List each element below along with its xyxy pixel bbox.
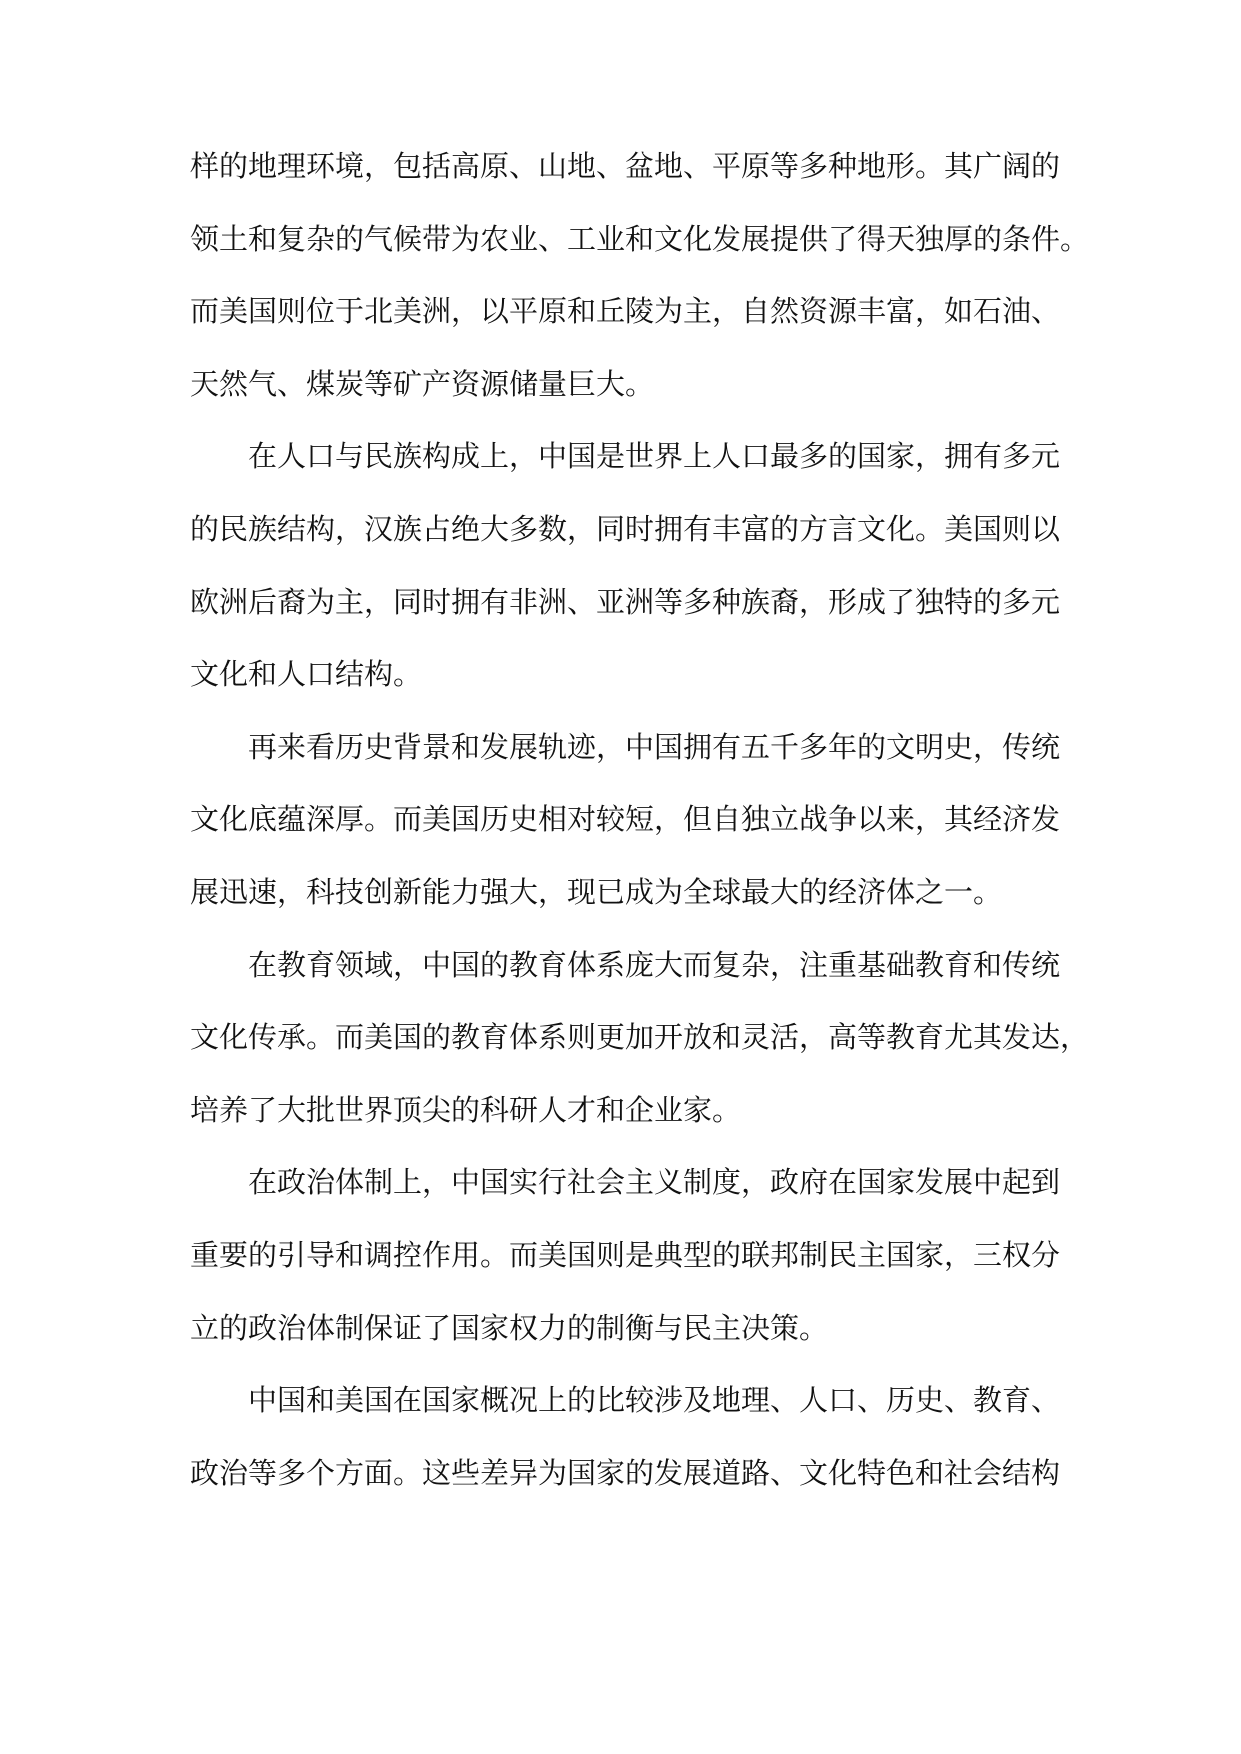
body-text [190, 146, 1090, 1525]
paragraph-first-line: 在教育领域，中国的教育体系庞大而复杂，注重基础教育和传统 [248, 947, 1061, 982]
paragraph-first-line: 在政治体制上，中国实行社会主义制度，政府在国家发展中起到 [248, 1165, 1061, 1200]
paragraph-first-line: 再来看历史背景和发展轨迹，中国拥有五千多年的文明史，传统 [248, 729, 1061, 764]
text-line: 文化传承。而美国的教育体系则更加开放和灵活，高等教育尤其发达， [190, 1020, 1090, 1055]
text-line: 立的政治体制保证了国家权力的制衡与民主决策。 [190, 1310, 829, 1345]
text-line: 重要的引导和调控作用。而美国则是典型的联邦制民主国家，三权分 [190, 1237, 1061, 1272]
text-line: 领土和复杂的气候带为农业、工业和文化发展提供了得天独厚的条件。 [190, 221, 1090, 256]
text-line: 样的地理环境，包括高原、山地、盆地、平原等多种地形。其广阔的 [190, 149, 1061, 183]
paragraph-first-line: 中国和美国在国家概况上的比较涉及地理、人口、历史、教育、 [248, 1383, 1061, 1418]
text-line: 培养了大批世界顶尖的科研人才和企业家。 [190, 1092, 742, 1127]
text-line: 政治等多个方面。这些差异为国家的发展道路、文化特色和社会结构 [190, 1455, 1061, 1490]
text-line: 天然气、煤炭等矿产资源储量巨大。 [190, 366, 655, 401]
paragraph-first-line: 在人口与民族构成上，中国是世界上人口最多的国家，拥有多元 [248, 439, 1061, 474]
text-line: 的民族结构，汉族占绝大多数，同时拥有丰富的方言文化。美国则以 [190, 511, 1061, 546]
text-line: 而美国则位于北美洲，以平原和丘陵为主，自然资源丰富，如石油、 [190, 294, 1061, 329]
text-line: 欧洲后裔为主，同时拥有非洲、亚洲等多种族裔，形成了独特的多元 [190, 584, 1061, 619]
text-line: 文化和人口结构。 [190, 657, 423, 692]
text-line: 展迅速，科技创新能力强大，现已成为全球最大的经济体之一。 [190, 874, 1003, 909]
text-line: 文化底蕴深厚。而美国历史相对较短，但自独立战争以来，其经济发 [190, 802, 1061, 837]
